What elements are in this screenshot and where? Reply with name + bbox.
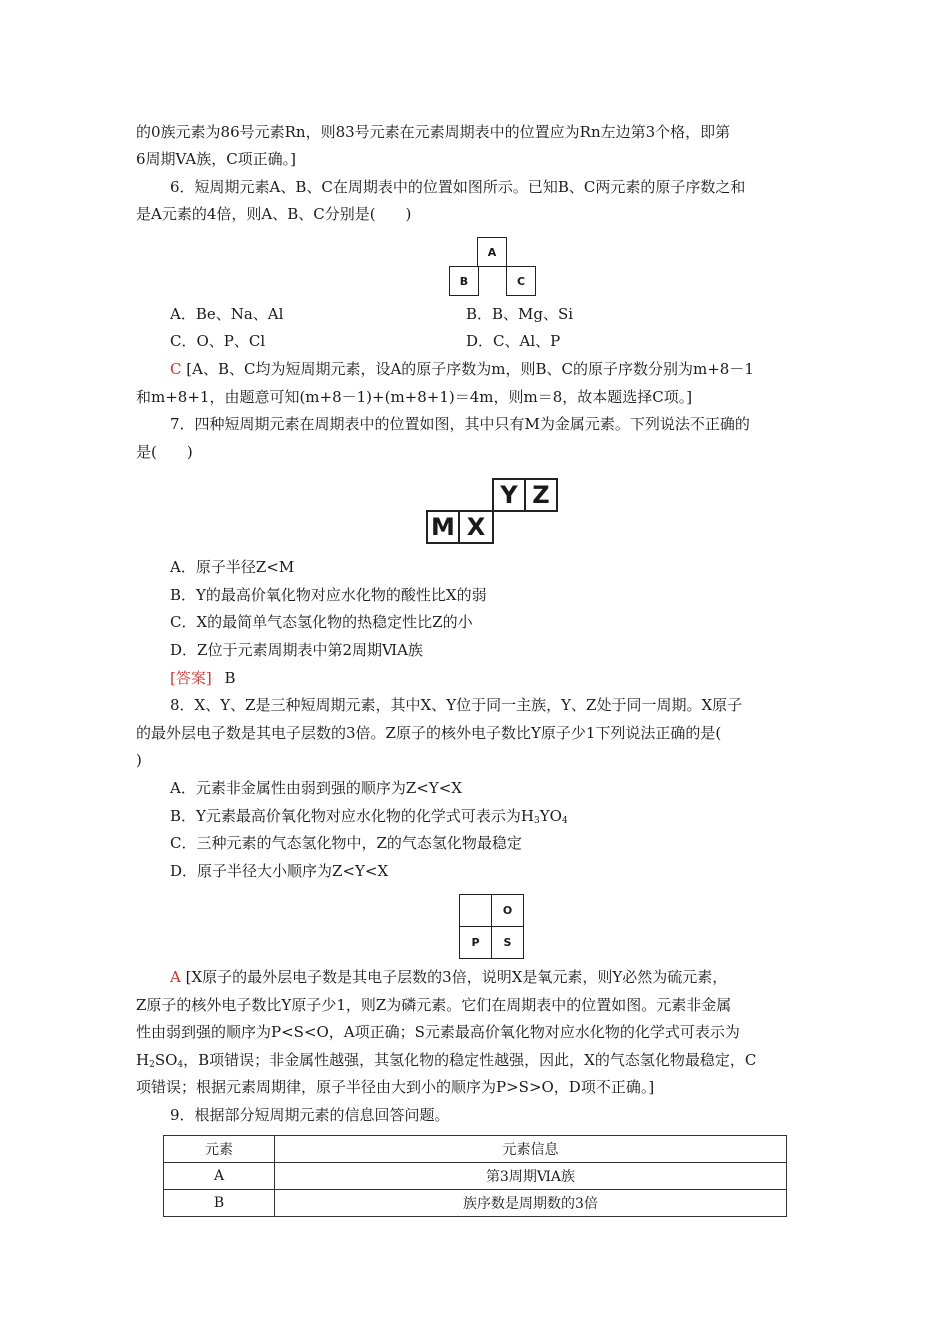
text-line: 6周期VA族，C项正确。] [136,150,297,168]
answer-text: ，B项错误；非金属性越强，其氢化物的稳定性越强，因此，X的气态氢化物最稳定，C [183,1051,757,1069]
option-c: C．O、P、Cl [170,332,266,350]
table-cell: A [164,1163,275,1190]
option-b-text: YO [539,807,562,825]
subscript: 4 [177,1060,184,1070]
question-8-stem: ) [136,751,142,769]
grid-cell-c: C [506,266,536,296]
grid-cell-x: X [458,510,494,544]
option-b [170,805,568,832]
grid-cell-s: S [491,926,524,959]
answer-explanation: 项错误；根据元素周期律，原子半径由大到小的顺序为P>S>O，D项不正确。] [136,1078,655,1096]
grid-cell-o: O [491,894,524,927]
option-d: D．C、Al、P [466,332,561,350]
subscript: 3 [534,816,540,826]
answer-explanation [170,358,754,380]
option-c: C．三种元素的气态氢化物中，Z的气态氢化物最稳定 [170,834,522,852]
grid-cell-p: P [459,926,492,959]
question-6-stem: 6．短周期元素A、B、C在周期表中的位置如图所示。已知B、C两元素的原子序数之和 [170,178,746,196]
table-row [164,1190,787,1217]
question-9-stem: 9．根据部分短周期元素的信息回答问题。 [170,1106,450,1124]
question-7-stem: 7．四种短周期元素在周期表中的位置如图，其中只有M为金属元素。下列说法不正确的 [170,415,750,433]
option-a: A．元素非金属性由弱到强的顺序为Z<Y<X [170,779,462,797]
option-a: A．Be、Na、Al [170,305,284,323]
answer-text: [A、B、C均为短周期元素，设A的原子序数为m，则B、C的原子序数分别为m+8－1 [186,360,754,378]
answer-line [170,667,236,689]
answer-tag: [答案] [170,669,212,687]
answer-explanation [170,966,727,988]
answer-explanation [136,1049,756,1076]
option-b: B．Y的最高价氧化物对应水化物的酸性比X的弱 [170,586,487,604]
table-cell: B [164,1190,275,1217]
table-header-row [164,1136,787,1163]
grid-cell-b: B [449,266,479,296]
question-8-stem: 8．X、Y、Z是三种短周期元素，其中X、Y位于同一主族，Y、Z处于同一周期。X原子 [170,696,743,714]
text-line: 的0族元素为86号元素Rn，则83号元素在元素周期表中的位置应为Rn左边第3个格，即第 [136,123,731,141]
answer-explanation: Z原子的核外电子数比Y原子少1，则Z为磷元素。它们在周期表中的位置如图。元素非金属 [136,996,732,1014]
answer-letter: C [170,360,182,378]
answer-letter: A [170,968,181,986]
grid-cell-empty [459,894,492,927]
option-a: A．原子半径Z<M [170,558,295,576]
grid-cell-z: Z [524,478,558,512]
answer-text: H [136,1051,150,1069]
grid-cell-a: A [477,237,507,267]
question-6-stem: 是A元素的4倍，则A、B、C分别是( ) [136,205,412,223]
option-c: C．X的最简单气态氢化物的热稳定性比Z的小 [170,613,473,631]
answer-value: B [224,669,236,687]
element-info-table [163,1135,787,1217]
answer-explanation: 和m+8+1，由题意可知(m+8－1)+(m+8+1)＝4m，则m＝8，故本题选择C项。] [136,388,693,406]
option-b: B．B、Mg、Si [466,305,574,323]
table-header-cell: 元素信息 [275,1136,787,1163]
subscript: 4 [561,816,568,826]
answer-text: SO [154,1051,178,1069]
subscript: 2 [149,1060,155,1070]
question-8-stem: 的最外层电子数是其电子层数的3倍。Z原子的核外电子数比Y原子少1下列说法正确的是( [136,724,722,742]
table-cell: 第3周期ⅥA族 [275,1163,787,1190]
question-7-stem: 是( ) [136,443,193,461]
table-cell: 族序数是周期数的3倍 [275,1190,787,1217]
option-d: D．原子半径大小顺序为Z<Y<X [170,862,389,880]
answer-explanation: 性由弱到强的顺序为P<S<O，A项正确；S元素最高价氧化物对应水化物的化学式可表示为 [136,1023,740,1041]
grid-cell-m: M [426,510,460,544]
answer-text: [X原子的最外层电子数是其电子层数的3倍，说明X是氧元素，则Y必然为硫元素， [185,968,728,986]
option-b-text: B．Y元素最高价氧化物对应水化物的化学式可表示为H [170,807,535,825]
option-d: D．Z位于元素周期表中第2周期ⅥA族 [170,641,423,659]
table-header-cell: 元素 [164,1136,275,1163]
grid-cell-y: Y [492,478,526,512]
table-row [164,1163,787,1190]
